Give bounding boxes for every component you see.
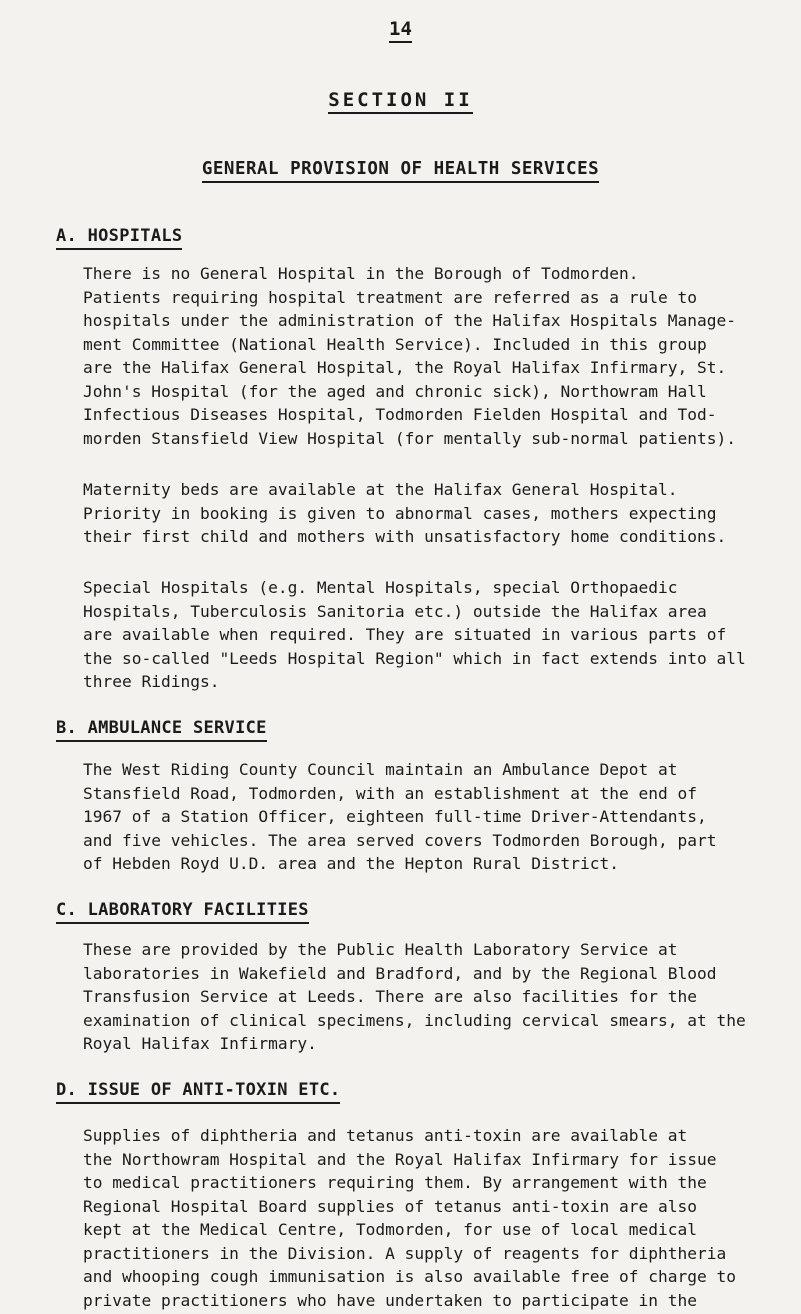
paragraph-hospitals-1: There is no General Hospital in the Borough of Todmorden. Patients requiring hospital treatment are referred as a rule to hospitals under the administration of the Halifax Hospitals Manage- ment Committee (National Health Service). Included in this group are the Halifax General Hospital, the Royal Halifax Infirmary, St. John's Hospital (for the aged and chronic sick), Northowram Hall Infectious Diseases Hospital, Todmorden Fielden Hospital and Tod- morden Stansfield View Hospital (for mentally sub-normal patients). bbox=[83, 264, 736, 448]
document-title: GENERAL PROVISION OF HEALTH SERVICES bbox=[0, 159, 801, 179]
section-heading-laboratory: C. LABORATORY FACILITIES bbox=[56, 900, 309, 920]
section-title: SECTION II bbox=[0, 89, 801, 111]
paragraph-antitoxin: Supplies of diphtheria and tetanus anti-toxin are available at the Northowram Hospital and the Royal Halifax Infirmary for issue to medical practitioners requiring them. By arrangement with the Regional Hospital Board supplies of tetanus anti-toxin are also kept at the Medical Centre, Todmorden, for use of local medical practitioners in the Division. A supply of reagents for diphtheria and whooping cough immunisation is also available free of charge to private practitioners who have undertaken to participate in the bbox=[83, 1126, 736, 1310]
section-heading-antitoxin: D. ISSUE OF ANTI-TOXIN ETC. bbox=[56, 1080, 340, 1100]
section-heading-hospitals: A. HOSPITALS bbox=[56, 226, 182, 246]
section-heading-ambulance: B. AMBULANCE SERVICE bbox=[56, 718, 267, 738]
paragraph-hospitals-2: Maternity beds are available at the Halifax General Hospital. Priority in booking is given to abnormal cases, mothers expecting their first child and mothers with unsatisfactory home conditions. bbox=[83, 480, 727, 546]
paragraph-ambulance: The West Riding County Council maintain an Ambulance Depot at Stansfield Road, Todmorden, with an establishment at the end of 1967 of a Station Officer, eighteen full-time Driver-Attendants, and five vehicles. The area served covers Todmorden Borough, part of Hebden Royd U.D. area and the Hepton Rural District. bbox=[83, 760, 717, 873]
paragraph-laboratory: These are provided by the Public Health Laboratory Service at laboratories in Wakefield and Bradford, and by the Regional Blood Transfusion Service at Leeds. There are also facilities for the examination of clinical specimens, including cervical smears, at the Royal Halifax Infirmary. bbox=[83, 940, 746, 1053]
page-number: 14 bbox=[0, 18, 801, 40]
paragraph-hospitals-3: Special Hospitals (e.g. Mental Hospitals, special Orthopaedic Hospitals, Tuberculosis Sanitoria etc.) outside the Halifax area are available when required. They are situated in various parts of the so-called "Leeds Hospital Region" which in fact extends into all three Ridings. bbox=[83, 578, 746, 691]
